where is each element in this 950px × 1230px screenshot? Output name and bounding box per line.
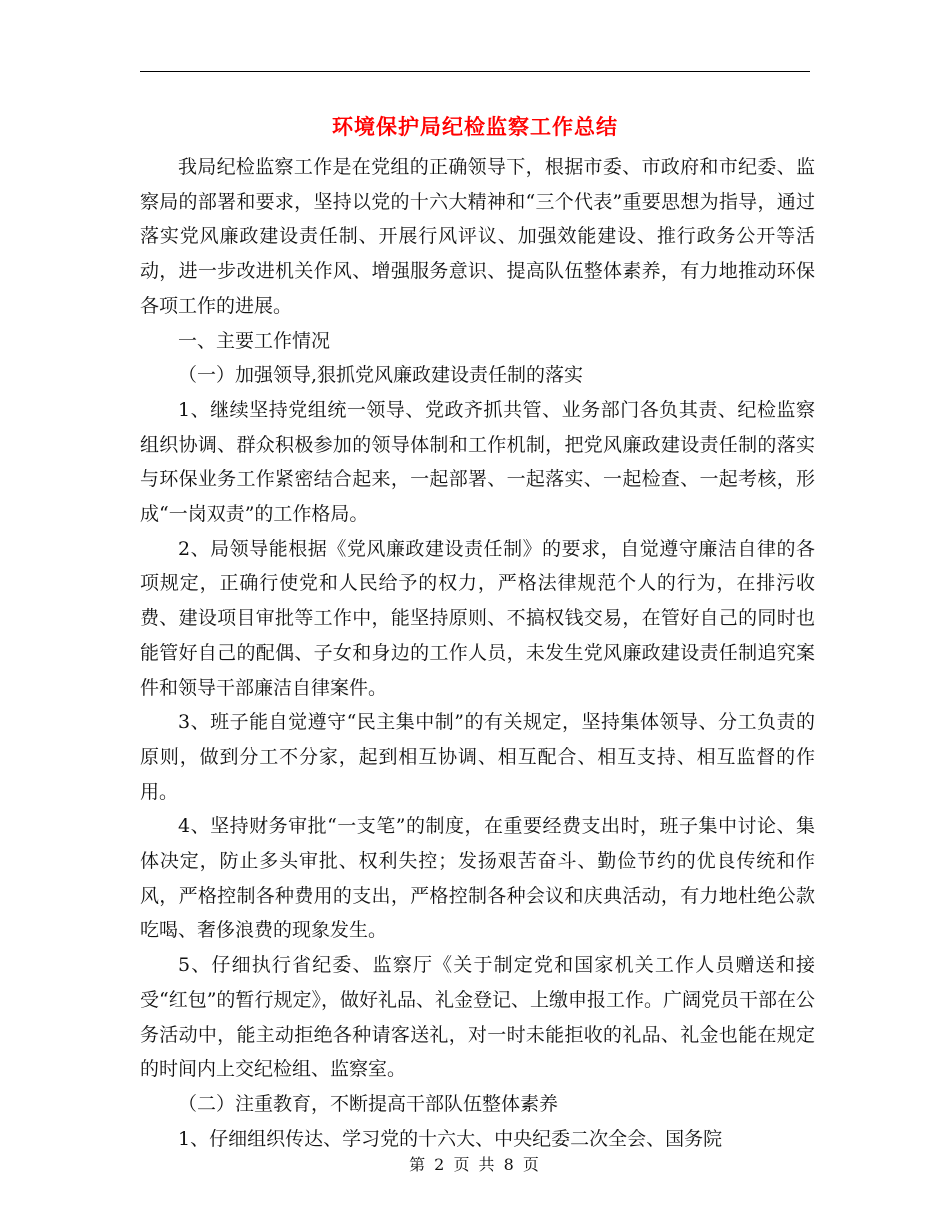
paragraph-item: 4、坚持财务审批“一支笔”的制度，在重要经费支出时，班子集中讨论、集体决定，防止多头审批、权利失控；发扬艰苦奋斗、勤俭节约的优良传统和作风，严格控制各种费用的支出，严格控制各种会议和庆典活动，有力地杜绝公款吃喝、奢侈浪费的现象发生。 [140, 815, 815, 942]
section-heading: 一、主要工作情况 [178, 329, 331, 352]
subsection-heading: （二）注重教育，不断提高干部队伍整体素养 [178, 1092, 559, 1115]
paragraph-item: 3、班子能自觉遵守“民主集中制”的有关规定，坚持集体领导、分工负责的原则，做到分工不分家，起到相互协调、相互配合、相互支持、相互监督的作用。 [140, 711, 815, 803]
document-title: 环境保护局纪检监察工作总结 [332, 114, 618, 139]
header-rule [140, 71, 810, 72]
paragraph-intro: 我局纪检监察工作是在党组的正确领导下，根据市委、市政府和市纪委、监察局的部署和要求，坚持以党的十六大精神和“三个代表”重要思想为指导，通过落实党风廉政建设责任制、开展行风评议、加强效能建设、推行政务公开等活动，进一步改进机关作风、增强服务意识、提高队伍整体素养，有力地推动环保各项工作的进展。 [140, 156, 815, 317]
paragraph-item: 1、仔细组织传达、学习党的十六大、中央纪委二次全会、国务院 [178, 1127, 723, 1150]
paragraph-item: 2、局领导能根据《党风廉政建设责任制》的要求，自觉遵守廉洁自律的各项规定，正确行使党和人民给予的权力，严格法律规范个人的行为，在排污收费、建设项目审批等工作中，能坚持原则、不搞权钱交易，在管好自己的同时也能管好自己的配偶、子女和身边的工作人员，未发生党风廉政建设责任制追究案件和领导干部廉洁自律案件。 [140, 537, 815, 699]
page-footer [0, 1152, 950, 1175]
paragraph-item: 1、继续坚持党组统一领导、党政齐抓共管、业务部门各负其责、纪检监察组织协调、群众积极参加的领导体制和工作机制，把党风廉政建设责任制的落实与环保业务工作紧密结合起来，一起部署、一起落实、一起检查、一起考核，形成“一岗双责”的工作格局。 [140, 398, 815, 526]
subsection-heading: （一）加强领导,狠抓党风廉政建设责任制的落实 [178, 364, 584, 387]
page-number: 第 2 页 共 8 页 [409, 1155, 541, 1174]
paragraph-item: 5、仔细执行省纪委、监察厅《关于制定党和国家机关工作人员赠送和接受“红包”的暂行规定》，做好礼品、礼金登记、上缴申报工作。广阔党员干部在公务活动中，能主动拒绝各种请客送礼，对一时未能拒收的礼品、礼金也能在规定的时间内上交纪检组、监察室。 [140, 954, 815, 1081]
document-body [140, 150, 815, 1156]
